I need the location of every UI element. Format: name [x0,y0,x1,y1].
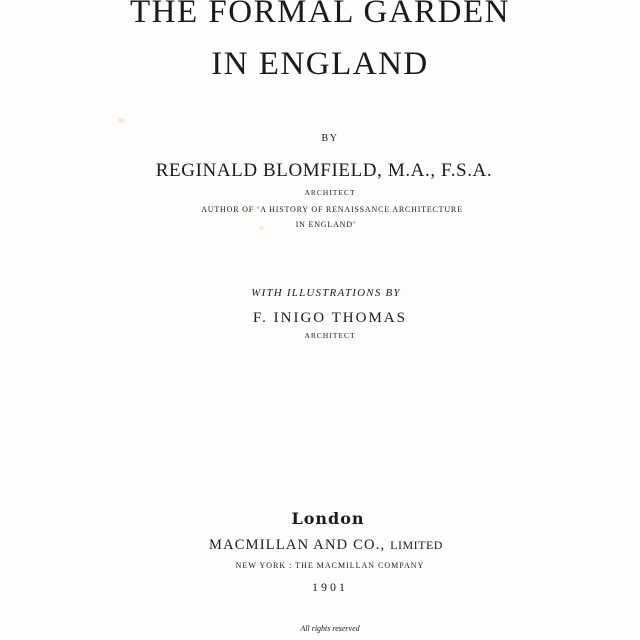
rights-notice: All rights reserved [300,624,360,633]
author-credits-line-1: AUTHOR OF ‘A HISTORY OF RENAISSANCE ARCHITECTURE [201,205,463,214]
illustrator-role: ARCHITECT [304,331,356,340]
author-role: ARCHITECT [304,188,356,197]
publisher-name: MACMILLAN AND CO., [209,537,386,553]
paper-stain [118,118,124,123]
book-title-line-2: IN ENGLAND [211,46,429,82]
publisher-new-york: NEW YORK : THE MACMILLAN COMPANY [235,561,425,570]
publication-city: London [291,509,365,528]
illustrations-by-label: WITH ILLUSTRATIONS BY [251,287,401,299]
book-title-line-1: THE FORMAL GARDEN [130,0,510,30]
illustrator-name: F. INIGO THOMAS [253,310,407,326]
publication-year: 1901 [312,580,348,594]
publisher-imprint [6,537,640,554]
author-credits-line-2: IN ENGLAND’ [295,220,357,229]
publisher-suffix: LIMITED [390,538,443,552]
author-name: REGINALD BLOMFIELD, M.A., F.S.A. [155,160,493,181]
by-label: BY [321,133,339,144]
